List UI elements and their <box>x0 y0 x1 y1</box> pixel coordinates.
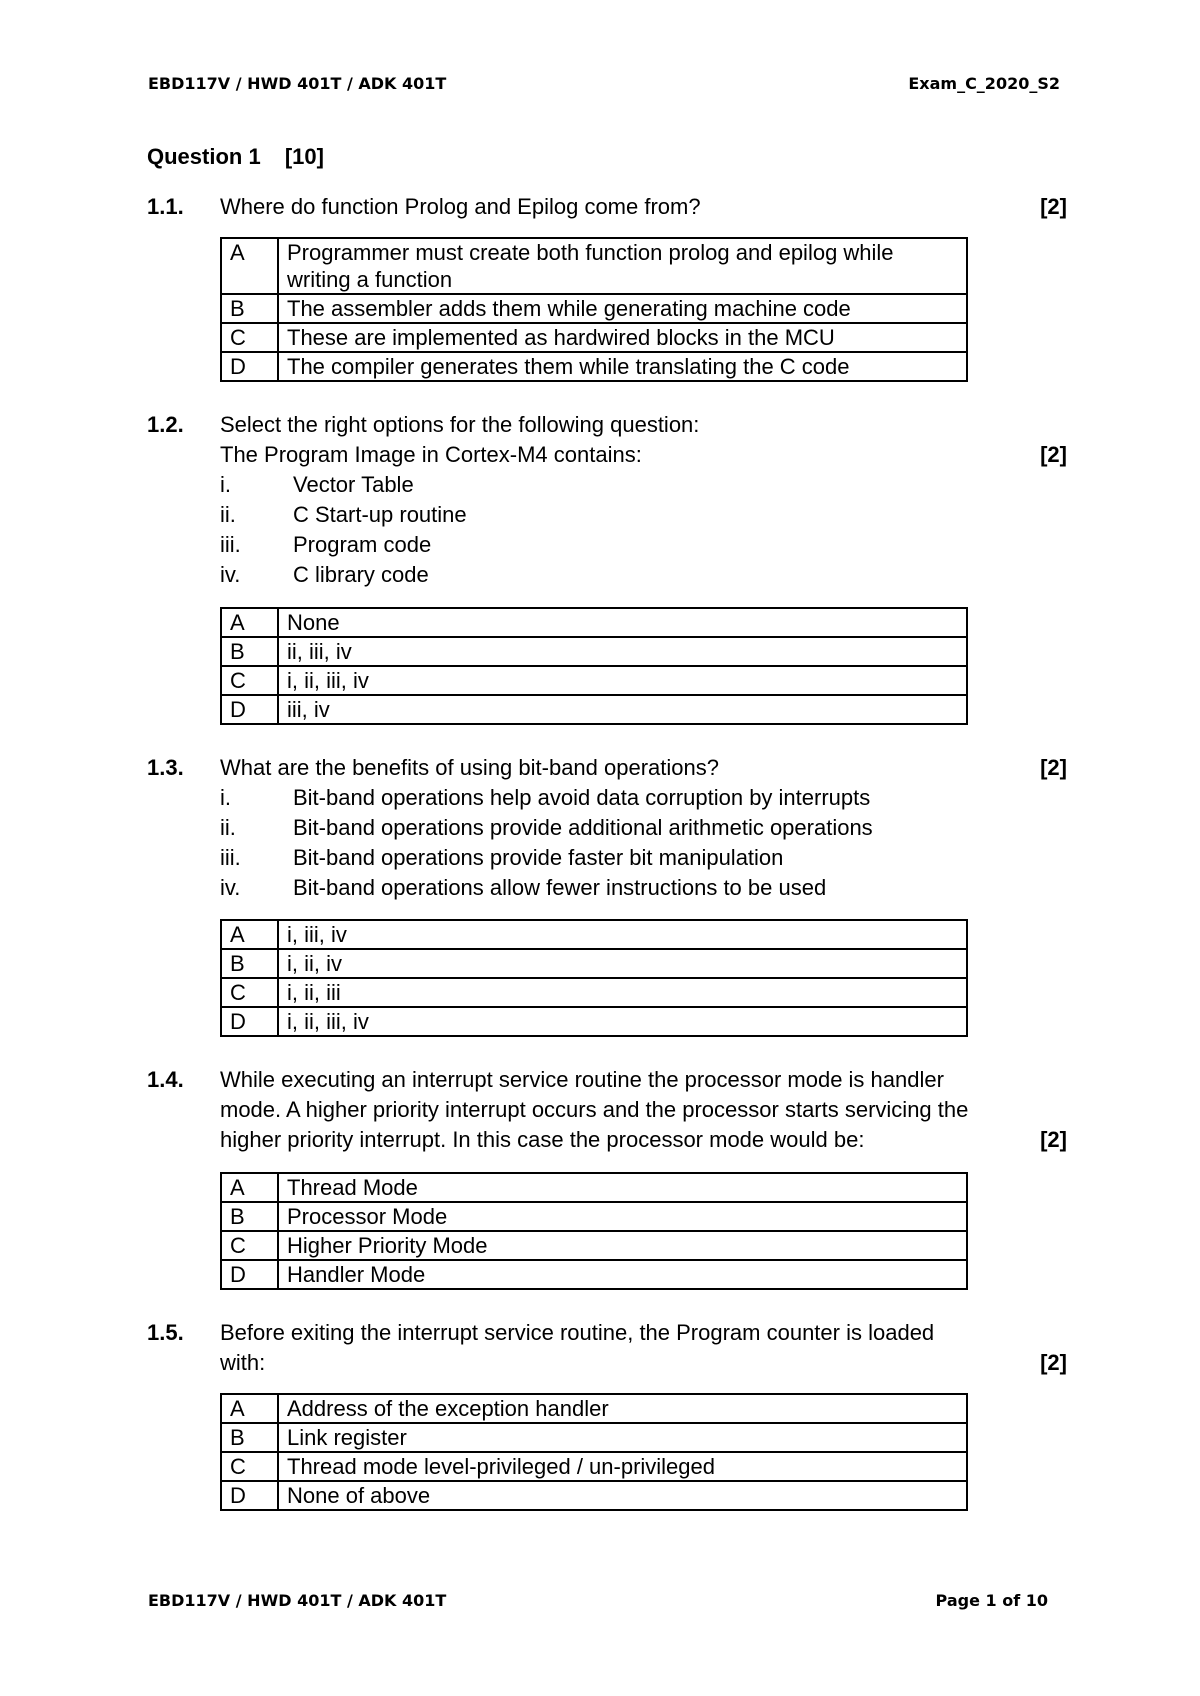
option-text: i, ii, iii, iv <box>278 1007 967 1036</box>
question-marks: [2] <box>1040 755 1067 780</box>
option-row[interactable] <box>221 666 967 695</box>
question-text: Where do function Prolog and Epilog come from? <box>220 194 701 219</box>
roman-numeral: i. <box>220 472 231 497</box>
option-letter: C <box>221 1231 278 1260</box>
question-text-line: While executing an interrupt service routine the processor mode is handler <box>220 1067 944 1092</box>
question-1-1 <box>147 192 1067 222</box>
option-letter: B <box>221 637 278 666</box>
option-row[interactable] <box>221 695 967 724</box>
option-row[interactable] <box>221 294 967 323</box>
question-marks: [2] <box>1040 1350 1067 1375</box>
question-number: 1.1. <box>147 194 184 219</box>
question-1-3 <box>147 753 1067 903</box>
options-table-1-2 <box>220 607 968 725</box>
option-letter: C <box>221 978 278 1007</box>
options-table-1-1 <box>220 237 968 382</box>
question-marks: [2] <box>1040 1127 1067 1152</box>
option-text: None <box>278 608 967 637</box>
option-text: i, ii, iii, iv <box>278 666 967 695</box>
option-letter: C <box>221 323 278 352</box>
roman-text: Program code <box>293 532 432 557</box>
option-row[interactable] <box>221 1260 967 1289</box>
option-row[interactable] <box>221 949 967 978</box>
option-row[interactable] <box>221 1231 967 1260</box>
option-row[interactable] <box>221 608 967 637</box>
option-letter: C <box>221 1452 278 1481</box>
roman-item <box>220 813 990 843</box>
option-text: Handler Mode <box>278 1260 967 1289</box>
option-text: iii, iv <box>278 695 967 724</box>
option-row[interactable] <box>221 1423 967 1452</box>
page-footer <box>148 1591 1048 1610</box>
roman-text: Bit-band operations allow fewer instructions to be used <box>293 875 827 900</box>
option-letter: C <box>221 666 278 695</box>
option-text: Thread Mode <box>278 1173 967 1202</box>
question-number: 1.2. <box>147 412 184 437</box>
option-letter: A <box>221 1173 278 1202</box>
option-row[interactable] <box>221 352 967 381</box>
option-letter: B <box>221 949 278 978</box>
option-row[interactable] <box>221 978 967 1007</box>
option-letter: D <box>221 695 278 724</box>
option-row[interactable] <box>221 637 967 666</box>
option-letter: A <box>221 920 278 949</box>
header-exam-id: Exam_C_2020_S2 <box>908 74 1060 93</box>
option-letter: D <box>221 1481 278 1510</box>
question-text-line: higher priority interrupt. In this case the processor mode would be: <box>220 1127 865 1152</box>
question-label: Question 1 <box>147 144 261 169</box>
question-text-line: Before exiting the interrupt service routine, the Program counter is loaded <box>220 1320 935 1345</box>
roman-text: C Start-up routine <box>293 502 467 527</box>
question-1-4 <box>147 1065 1067 1155</box>
option-row[interactable] <box>221 1452 967 1481</box>
option-row[interactable] <box>221 1481 967 1510</box>
option-row[interactable] <box>221 238 967 294</box>
question-text-line: with: <box>220 1350 266 1375</box>
option-text: ii, iii, iv <box>278 637 967 666</box>
option-letter: A <box>221 1394 278 1423</box>
question-text-line: mode. A higher priority interrupt occurs and the processor starts servicing the <box>220 1097 969 1122</box>
option-text: Address of the exception handler <box>278 1394 967 1423</box>
question-number: 1.5. <box>147 1320 184 1345</box>
option-text: None of above <box>278 1481 967 1510</box>
page-number: Page 1 of 10 <box>935 1591 1048 1610</box>
roman-text: Bit-band operations provide faster bit manipulation <box>293 845 784 870</box>
options-table-1-5 <box>220 1393 968 1511</box>
roman-numeral: iii. <box>220 532 241 557</box>
option-letter: A <box>221 238 278 294</box>
option-row[interactable] <box>221 1007 967 1036</box>
roman-item <box>220 873 990 903</box>
roman-text: Vector Table <box>293 472 414 497</box>
options-table-1-3 <box>220 919 968 1037</box>
options-table-1-4 <box>220 1172 968 1290</box>
roman-text: Bit-band operations help avoid data corruption by interrupts <box>293 785 871 810</box>
option-letter: D <box>221 1007 278 1036</box>
option-text: These are implemented as hardwired blocks in the MCU <box>278 323 967 352</box>
option-text: Thread mode level-privileged / un-privileged <box>278 1452 967 1481</box>
option-text: The compiler generates them while translating the C code <box>278 352 967 381</box>
option-letter: B <box>221 1202 278 1231</box>
roman-item <box>220 530 990 560</box>
option-letter: D <box>221 352 278 381</box>
option-letter: D <box>221 1260 278 1289</box>
option-row[interactable] <box>221 1394 967 1423</box>
roman-numeral: ii. <box>220 815 236 840</box>
option-row[interactable] <box>221 1202 967 1231</box>
question-marks: [2] <box>1040 442 1067 467</box>
roman-numeral: iii. <box>220 845 241 870</box>
option-text: i, iii, iv <box>278 920 967 949</box>
roman-numeral: iv. <box>220 875 241 900</box>
option-row[interactable] <box>221 1173 967 1202</box>
roman-item <box>220 470 990 500</box>
option-letter: B <box>221 294 278 323</box>
option-text: i, ii, iii <box>278 978 967 1007</box>
question-text: What are the benefits of using bit-band operations? <box>220 755 719 780</box>
header-course-codes: EBD117V / HWD 401T / ADK 401T <box>148 74 447 93</box>
option-text: The assembler adds them while generating machine code <box>278 294 967 323</box>
option-text: Processor Mode <box>278 1202 967 1231</box>
question-marks: [2] <box>1040 194 1067 219</box>
option-letter: B <box>221 1423 278 1452</box>
roman-numeral: iv. <box>220 562 241 587</box>
question-text-line: The Program Image in Cortex-M4 contains: <box>220 442 642 467</box>
question-title <box>147 144 342 170</box>
question-text-line: Select the right options for the following question: <box>220 412 700 437</box>
roman-text: Bit-band operations provide additional arithmetic operations <box>293 815 873 840</box>
roman-numeral: i. <box>220 785 231 810</box>
page-header <box>148 74 1060 93</box>
footer-course-codes: EBD117V / HWD 401T / ADK 401T <box>148 1591 447 1610</box>
roman-item <box>220 560 990 590</box>
option-text: i, ii, iv <box>278 949 967 978</box>
option-row[interactable] <box>221 323 967 352</box>
question-1-5 <box>147 1318 1067 1378</box>
roman-item <box>220 783 990 813</box>
option-text: Programmer must create both function prolog and epilog while writing a function <box>278 238 967 294</box>
option-letter: A <box>221 608 278 637</box>
question-number: 1.4. <box>147 1067 184 1092</box>
option-row[interactable] <box>221 920 967 949</box>
roman-item <box>220 500 990 530</box>
roman-numeral: ii. <box>220 502 236 527</box>
roman-text: C library code <box>293 562 429 587</box>
option-text: Higher Priority Mode <box>278 1231 967 1260</box>
question-number: 1.3. <box>147 755 184 780</box>
option-text: Link register <box>278 1423 967 1452</box>
question-1-2 <box>147 410 1067 590</box>
question-marks: [10] <box>284 144 324 169</box>
roman-item <box>220 843 990 873</box>
